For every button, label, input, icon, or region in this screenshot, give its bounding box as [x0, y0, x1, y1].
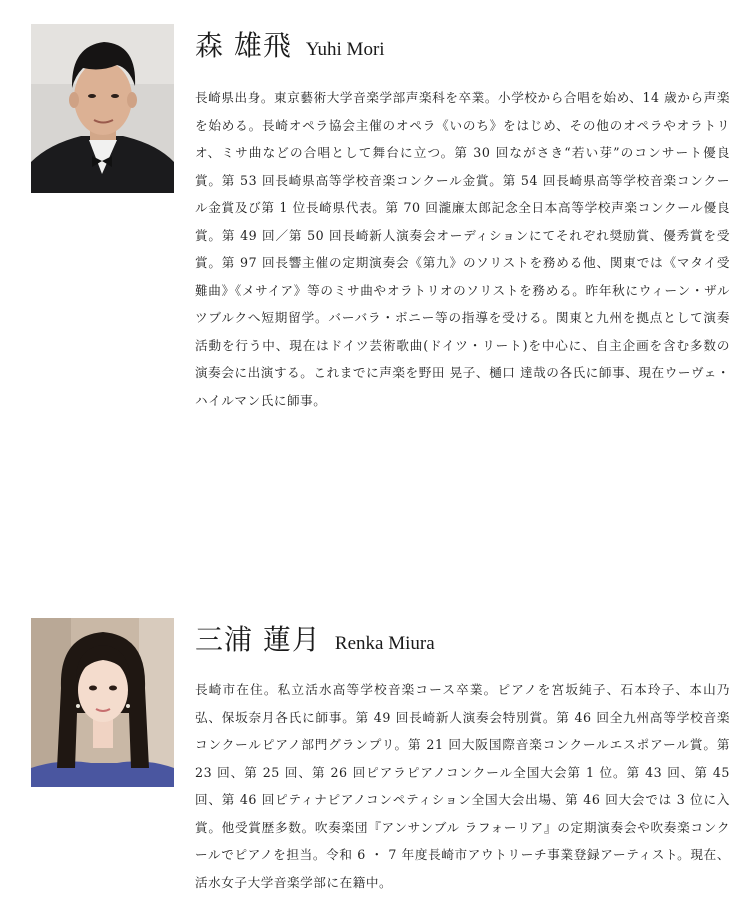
biography-text: 長崎市在住。私立活水高等学校音楽コース卒業。ピアノを宮坂純子、石本玲子、本山乃弘、保坂奈月各氏に師事。第 49 回長崎新人演奏会特別賞。第 46 回全九州高等学校音楽コンクールピアノ部門グランプリ。第 21 回大阪国際音楽コンクールエスポアール賞。第 23 回、第 25 回、第 26 回ピアラピアノコンクール全国大会第 1 位。第 43 回、第 45 回、第 46 回ピティナピアノコンペティション全国大会出場、第 46 回大会では 3 位に入賞。他受賞歴多数。吹奏楽団『アンサンブル ラフォーリア』の定期演奏会や吹奏楽コンクールでピアノを担当。令和 6 ・ 7 年度長崎市アウトリーチ事業登録アーティスト。現在、活水女子大学音楽学部に在籍中。 [195, 682, 730, 890]
name-english: Yuhi Mori [305, 39, 385, 60]
portrait-photo [31, 618, 174, 787]
portrait-woman-image [31, 618, 174, 787]
name-japanese: 森 雄飛 [195, 29, 292, 62]
portrait-photo [31, 24, 174, 193]
name-english: Renka Miura [334, 633, 435, 654]
name-heading [195, 24, 730, 64]
name-heading [195, 618, 730, 658]
name-japanese: 三浦 蓮月 [195, 623, 321, 656]
profile-text [195, 618, 730, 909]
biography-text: 長崎県出身。東京藝術大学音楽学部声楽科を卒業。小学校から合唱を始め、14 歳から声楽を始める。長崎オペラ協会主催のオペラ《いのち》をはじめ、その他のオペラやオラトリオ、ミサ曲などの合唱として舞台に立つ。第 30 回ながさき“若い芽”のコンサート優良賞。第 53 回長崎県高等学校音楽コンクール金賞。第 54 回長崎県高等学校音楽コンクール金賞及び第 1 位長崎県代表。第 70 回瀧廉太郎記念全日本高等学校声楽コンクール優良賞。第 49 回／第 50 回長崎新人演奏会オーディションにてそれぞれ奨励賞、優秀賞を受賞。第 97 回長響主催の定期演奏会《第九》のソリストを務める他、関東では《マタイ受難曲》《メサイア》等のミサ曲やオラトリオのソリストを務める。昨年秋にウィーン・ザルツブルクへ短期留学。バーバラ・ボニー等の指導を受ける。関東と九州を拠点として演奏活動を行う中、現在はドイツ芸術歌曲(ドイツ・リート)を中心に、自主企画を含む多数の演奏会に出演する。これまでに声楽を野田 晃子、樋口 達哉の各氏に師事、現在ウーヴェ・ハイルマン氏に師事。 [195, 90, 730, 408]
profile-text [195, 24, 730, 427]
portrait-man-image [31, 24, 174, 193]
